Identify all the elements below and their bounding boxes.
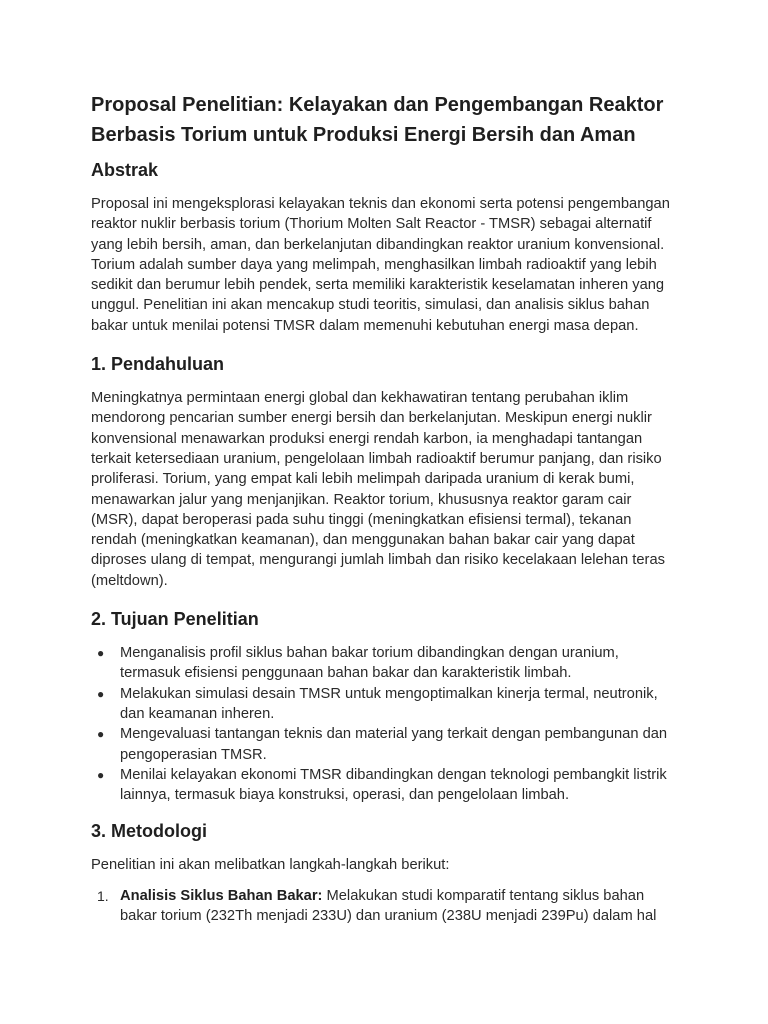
list-item-text: Menilai kelayakan ekonomi TMSR dibandingkan dengan teknologi pembangkit listrik lainnya, termasuk biaya konstruksi, operasi, dan pengelolaan limbah. xyxy=(120,766,667,804)
methodology-steps xyxy=(91,886,681,927)
bullet-icon: ● xyxy=(97,727,105,742)
objectives-heading: 2. Tujuan Penelitian xyxy=(91,609,259,630)
step-text: Melakukan studi komparatif tentang siklus bahan bakar torium (232Th menjadi 233U) dan uranium (238U menjadi 239Pu) dalam hal xyxy=(120,887,657,925)
list-item xyxy=(91,643,681,684)
list-item xyxy=(91,886,681,927)
list-item-text: Menganalisis profil siklus bahan bakar torium dibandingkan dengan uranium, termasuk efisiensi penggunaan bahan bakar dan karakteristik limbah. xyxy=(120,645,619,682)
step-label: Analisis Siklus Bahan Bakar: xyxy=(120,887,323,904)
introduction-heading: 1. Pendahuluan xyxy=(91,354,225,375)
list-item-text: Melakukan simulasi desain TMSR untuk mengoptimalkan kinerja termal, neutronik, dan keamanan inheren. xyxy=(120,685,658,722)
abstract-heading: Abstrak xyxy=(91,160,159,180)
list-item-text: Mengevaluasi tantangan teknis dan material yang terkait dengan pembangunan dan pengoperasian TMSR. xyxy=(120,726,668,763)
introduction-text: Meningkatnya permintaan energi global dan kekhawatiran tentang perubahan iklim mendorong pencarian sumber energi bersih dan berkelanjutan. Meskipun energi nuklir konvensional menawarkan produksi energi rendah karbon, ia menghadapi tantangan terkait ketersediaan uranium, pengelolaan limbah radioaktif berumur panjang, dan risiko proliferasi. Torium, yang empat kali lebih melimpah daripada uranium di kerak bumi, menawarkan jalur yang menjanjikan. Reaktor torium, khususnya reaktor garam cair (MSR), dapat beroperasi pada suhu tinggi (meningkatkan efisiensi termal), tekanan rendah (meningkatkan keamanan), dan menggunakan bahan bakar cair yang dapat diproses ulang di tempat, mengurangi jumlah limbah dan risiko kecelakaan lelehan teras (meltdown). xyxy=(91,390,665,589)
methodology-intro: Penelitian ini akan melibatkan langkah-langkah berikut: xyxy=(91,857,450,874)
document-title: Proposal Penelitian: Kelayakan dan Pengembangan Reaktor Berbasis Torium untuk Produksi Energi Bersih dan Aman xyxy=(91,94,664,146)
bullet-icon: ● xyxy=(97,646,105,661)
objectives-list xyxy=(91,643,681,805)
document-page xyxy=(91,90,681,934)
abstract-text: Proposal ini mengeksplorasi kelayakan teknis dan ekonomi serta potensi pengembangan reaktor nuklir berbasis torium (Thorium Molten Salt Reactor - TMSR) sebagai alternatif yang lebih bersih, aman, dan berkelanjutan dibandingkan reaktor uranium konvensional. Torium adalah sumber daya yang melimpah, menghasilkan limbah radioaktif yang lebih sedikit dan berumur lebih pendek, serta memiliki karakteristik keselamatan inheren yang unggul. Penelitian ini akan mencakup studi teoritis, simulasi, dan analisis siklus bahan bakar untuk menilai potensi TMSR dalam memenuhi kebutuhan energi masa depan. xyxy=(91,196,670,334)
methodology-heading: 3. Metodologi xyxy=(91,821,207,842)
step-number: 1. xyxy=(97,887,109,904)
bullet-icon: ● xyxy=(97,686,105,701)
list-item xyxy=(91,765,681,806)
bullet-icon: ● xyxy=(97,767,105,782)
list-item xyxy=(91,684,681,725)
list-item xyxy=(91,724,681,765)
